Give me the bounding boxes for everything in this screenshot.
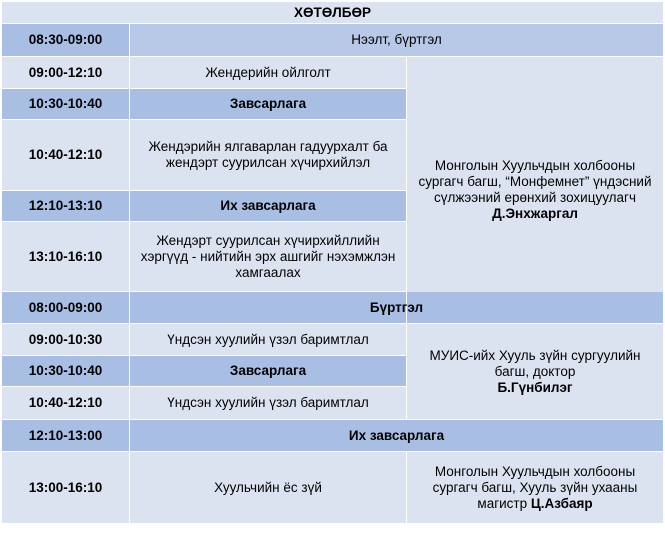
- time-cell: 12:10-13:00: [2, 420, 130, 452]
- time-cell: 10:30-10:40: [2, 356, 130, 387]
- table-row: [2, 57, 664, 89]
- break-cell: Завсарлага: [130, 89, 407, 120]
- speaker-name: Д.Энхжаргал: [492, 206, 578, 221]
- speaker-cell: [407, 452, 664, 524]
- session-cell: Жендэрийн ялгаварлан гадуурхалт ба жендэрт суурилсан хүчирхийлэл: [130, 120, 407, 191]
- registration-cell: Бүртгэл: [130, 292, 664, 324]
- speaker-cell: [407, 324, 664, 420]
- table-row: [2, 24, 664, 57]
- session-cell: Үндсэн хуулийн үзэл баримтлал: [130, 387, 407, 420]
- speaker-name: Ц.Азбаяр: [530, 495, 593, 511]
- table-row: [2, 292, 664, 324]
- table-row: [2, 452, 664, 524]
- time-cell: 13:00-16:10: [2, 452, 130, 524]
- program-table: [1, 1, 664, 524]
- speaker-title: МУИС-ийх Хууль зүйн сургуулийн багш, доктор: [429, 347, 641, 379]
- break-cell: Их завсарлага: [130, 420, 664, 452]
- time-cell: 08:00-09:00: [2, 292, 130, 324]
- time-cell: 09:00-10:30: [2, 324, 130, 356]
- time-cell: 10:30-10:40: [2, 89, 130, 120]
- session-cell: Жендерийн ойлголт: [130, 57, 407, 89]
- session-cell: Жендэрт суурилсан хүчирхийллийн хэргүүд - нийтийн эрх ашгийг нэхэмжлэн хамгаалах: [130, 222, 407, 292]
- time-cell: 09:00-12:10: [2, 57, 130, 89]
- session-cell: Үндсэн хуулийн үзэл баримтлал: [130, 324, 407, 356]
- speaker-name: Б.Гүнбилэг: [497, 379, 573, 395]
- speaker-title: Монголын Хуульчдын холбооны сургагч багш, Хууль зүйн ухааны магистр: [432, 463, 638, 511]
- speaker-cell: [407, 57, 664, 324]
- time-cell: 13:10-16:10: [2, 222, 130, 292]
- title-row: [2, 2, 664, 24]
- session-cell: Хуульчийн ёс зүй: [130, 452, 407, 524]
- time-cell: 10:40-12:10: [2, 120, 130, 191]
- speaker-title: Монголын Хуульчдын холбооны сургагч багш, “Монфемнет” үндэсний сүлжээний ерөнхий зохицуулагч: [418, 158, 652, 205]
- program-title: ХӨТӨЛБӨР: [2, 2, 664, 24]
- break-cell: Их завсарлага: [130, 191, 407, 222]
- break-cell: Завсарлага: [130, 356, 407, 387]
- time-cell: 08:30-09:00: [2, 24, 130, 57]
- session-cell: Нээлт, бүртгэл: [130, 24, 664, 57]
- time-cell: 12:10-13:10: [2, 191, 130, 222]
- time-cell: 10:40-12:10: [2, 387, 130, 420]
- table-row: [2, 420, 664, 452]
- table-row: [2, 324, 664, 356]
